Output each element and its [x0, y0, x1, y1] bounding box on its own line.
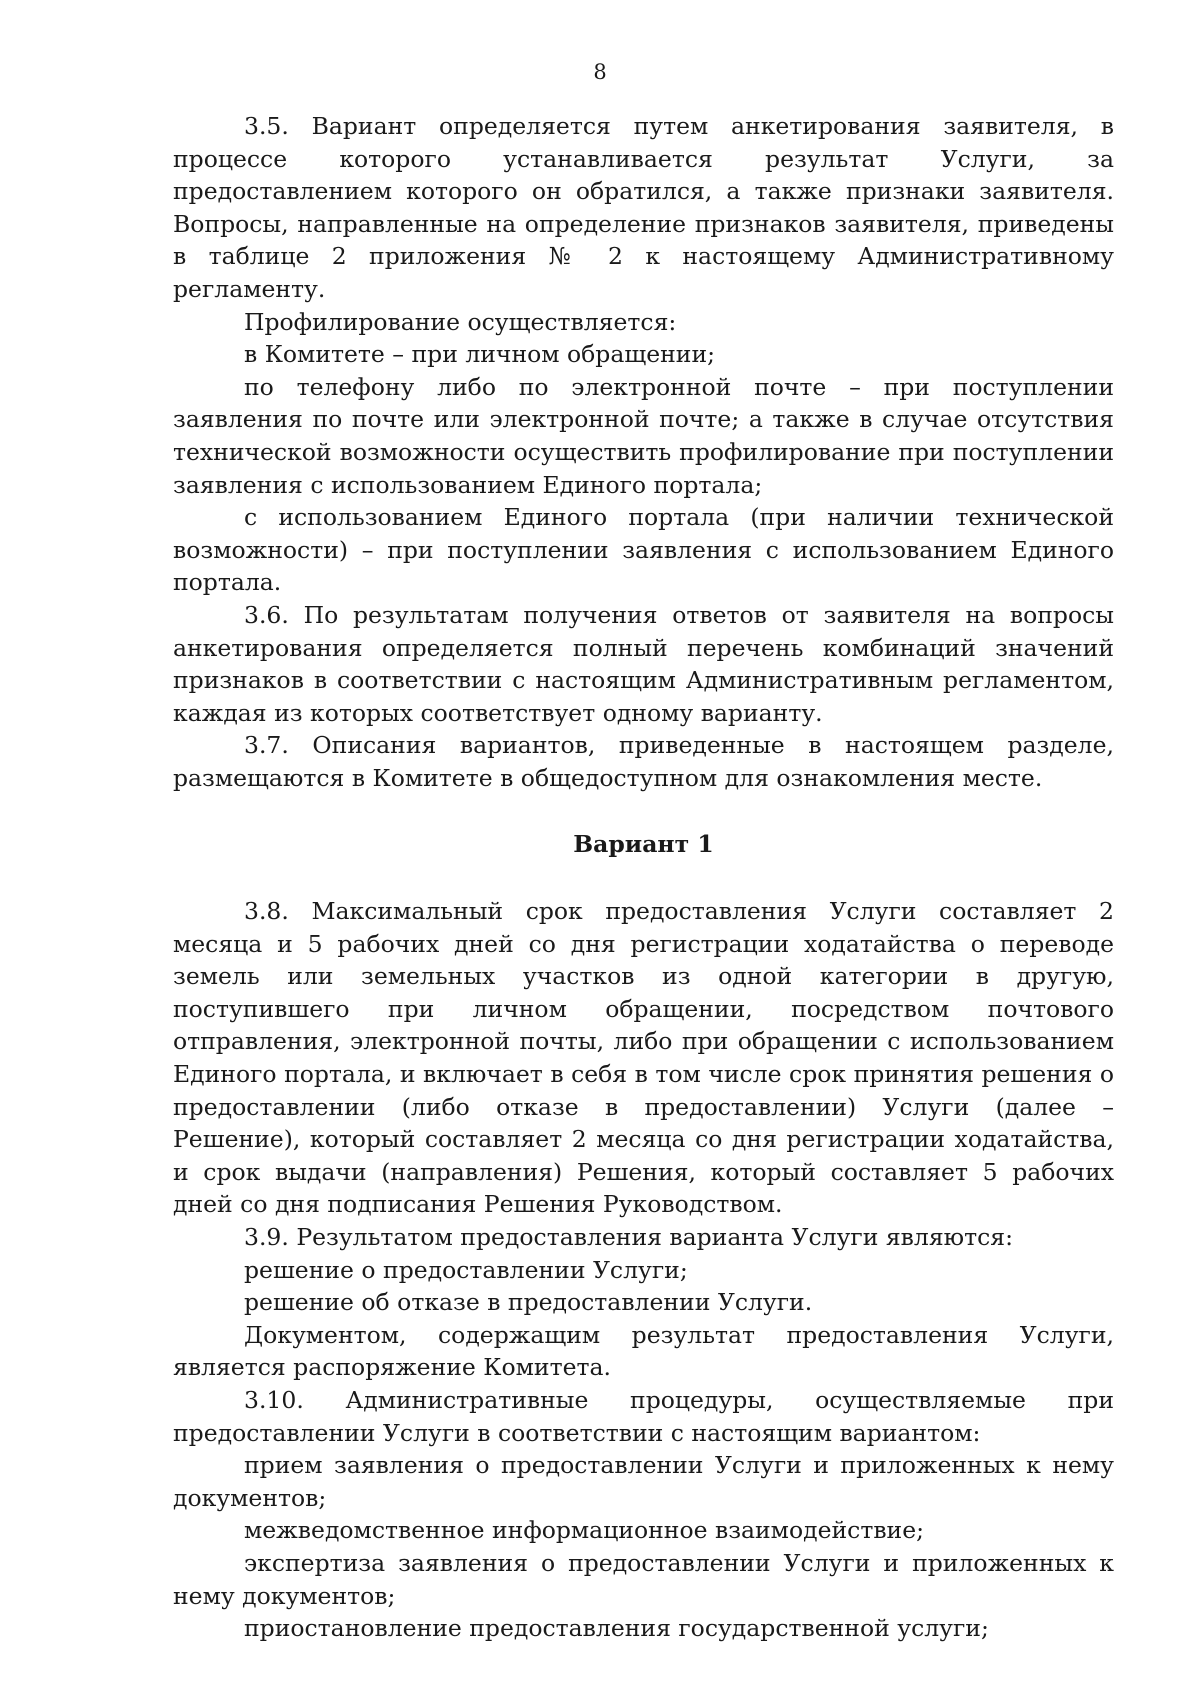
paragraph-3-9: 3.9. Результатом предоставления варианта Услуги являются:	[244, 1223, 1014, 1251]
paragraph-profiling-phone-email: по телефону либо по электронной почте – при поступлении заявления по почте или электронной почте; а также в случае отсутствия технической возможности осуществить профилирование при поступлении заявления с использованием Единого портала;	[173, 372, 1114, 499]
paragraph-profiling-committee: в Комитете – при личном обращении;	[244, 340, 716, 369]
paragraph-result-refusal: решение об отказе в предоставлении Услуги.	[244, 1288, 813, 1317]
section-heading-variant-1: Вариант 1	[573, 830, 714, 859]
paragraph-procedure-suspension: приостановление предоставления государственной услуги;	[244, 1614, 989, 1643]
paragraph-result-grant: решение о предоставлении Услуги;	[244, 1255, 688, 1284]
paragraph-procedure-examination: экспертиза заявления о предоставлении Услуги и приложенных к нему документов;	[173, 1548, 1114, 1610]
paragraph-3-5: 3.5. Вариант определяется путем анкетирования заявителя, в процессе которого устанавливается результат Услуги, за предоставлением которого он обратился, а также признаки заявителя. Вопросы, направленные на определение признаков заявителя, приведены в таблице 2 приложения № 2 к настоящему Административному регламенту.	[173, 112, 1114, 303]
paragraph-3-6: 3.6. По результатам получения ответов от заявителя на вопросы анкетирования определяется полный перечень комбинаций значений признаков в соответствии с настоящим Административным регламентом, каждая из которых соответствует одному варианту.	[173, 600, 1114, 727]
paragraph-3-10: 3.10. Административные процедуры, осуществляемые при предоставлении Услуги в соответствии с настоящим вариантом:	[173, 1385, 1114, 1447]
paragraph-procedure-reception: прием заявления о предоставлении Услуги и приложенных к нему документов;	[173, 1451, 1114, 1512]
paragraph-procedure-interagency: межведомственное информационное взаимодействие;	[244, 1516, 925, 1545]
paragraph-profiling-portal: с использованием Единого портала (при наличии технической возможности) – при поступлении заявления с использованием Единого портала.	[173, 503, 1114, 597]
document-body	[173, 110, 1114, 1645]
page-number: 8	[593, 60, 607, 84]
paragraph-3-8: 3.8. Максимальный срок предоставления Услуги составляет 2 месяца и 5 рабочих дней со дня регистрации ходатайства о переводе земель или земельных участков из одной категории в другую, поступившего при личном обращении, посредством почтового отправления, электронной почты, либо при обращении с использованием Единого портала, и включает в себя в том числе срок принятия решения о предоставлении (либо отказе в предоставлении) Услуги (далее – Решение), который составляет 2 месяца со дня регистрации ходатайства, и срок выдачи (направления) Решения, который составляет 5 рабочих дней со дня подписания Решения Руководством.	[173, 897, 1114, 1219]
paragraph-result-document: Документом, содержащим результат предоставления Услуги, является распоряжение Комитета.	[173, 1320, 1114, 1382]
paragraph-3-7: 3.7. Описания вариантов, приведенные в настоящем разделе, размещаются в Комитете в общедоступном для ознакомления месте.	[173, 731, 1114, 792]
paragraph-profiling-intro: Профилирование осуществляется:	[244, 307, 677, 336]
